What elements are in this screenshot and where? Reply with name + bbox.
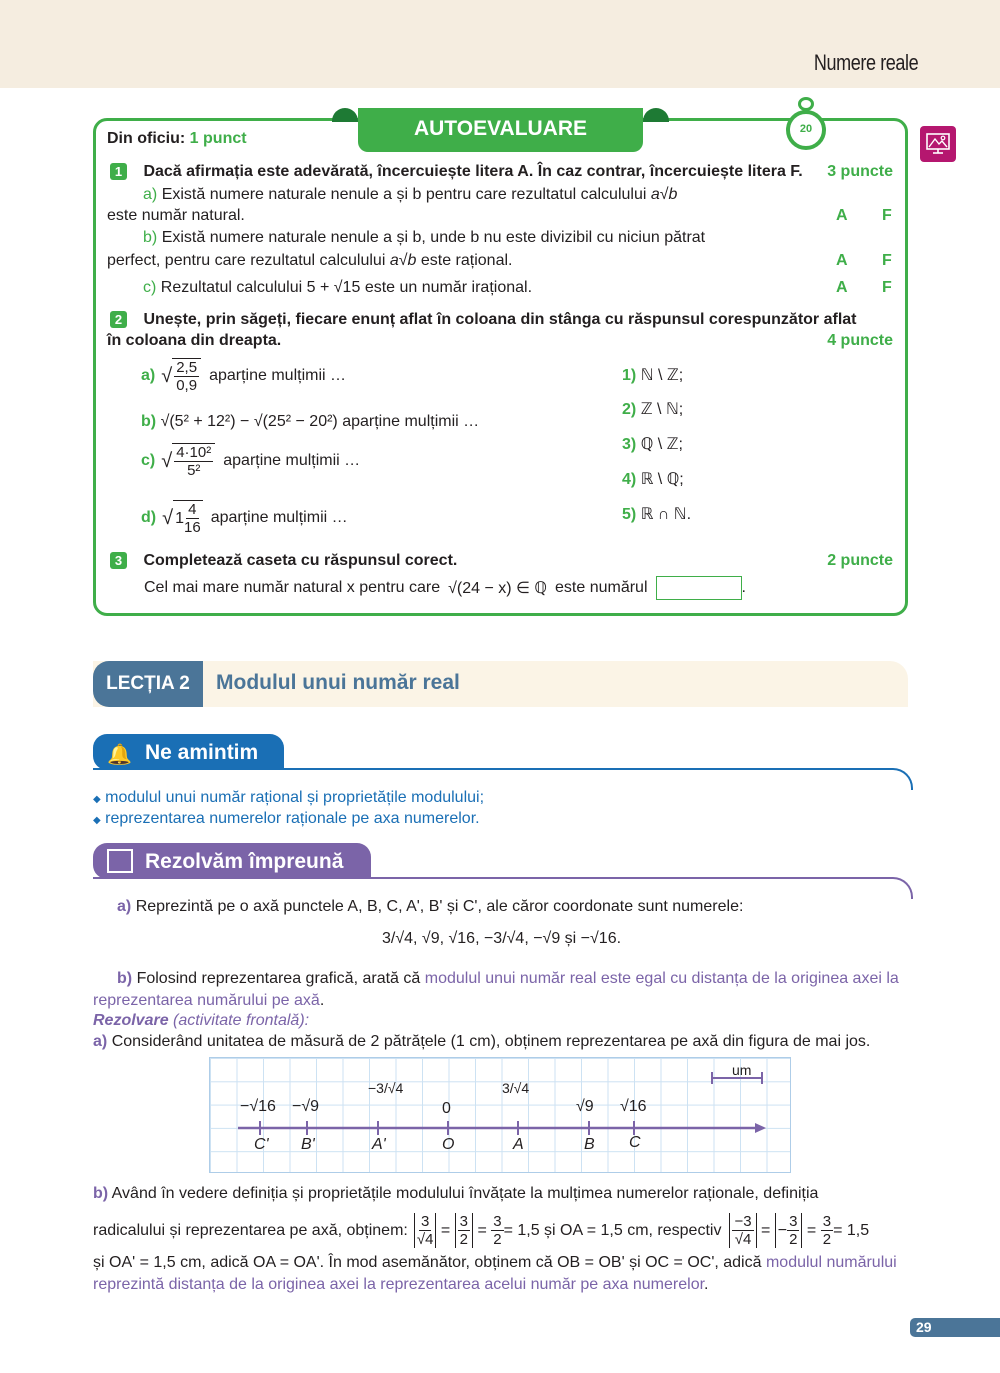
divider-curve (893, 768, 913, 790)
item-text: ℝ \ ℚ; (640, 471, 684, 488)
item-label: 2) (622, 401, 637, 418)
rezolvam-tab (93, 843, 371, 879)
numerator: 4·10² (176, 444, 212, 461)
item-label: d) (141, 509, 157, 526)
denominator: 5² (187, 462, 201, 479)
ex1-number-badge: 1 (110, 163, 127, 180)
lesson-header (93, 661, 908, 707)
din-oficiu (107, 130, 247, 148)
recall-item (93, 810, 480, 828)
ex2-left-d (141, 500, 348, 536)
point-name: C (629, 1134, 641, 1151)
point-name: B' (301, 1136, 315, 1153)
point-name: O (442, 1136, 455, 1153)
numerator: 2,5 (176, 359, 198, 376)
item-text: = 1,5 și OA = 1,5 cm, respectiv (503, 1221, 722, 1239)
highlight-text: modulul numărului (765, 1254, 897, 1271)
ne-amintim-title: Ne amintim (145, 741, 259, 764)
ex3-number-badge: 3 (110, 552, 127, 569)
item-label: c) (143, 279, 157, 296)
ex2-left-b (141, 413, 479, 431)
point-value: 3/√4 (502, 1080, 530, 1096)
item-label: a) (143, 186, 158, 203)
math-expression: 5 + √15 (306, 279, 361, 296)
item-text: Există numere naturale nenule a și b, unde b nu este divizibil cu niciun pătrat (161, 229, 706, 246)
ex2-right-5 (622, 504, 691, 524)
item-label: b) (141, 413, 157, 430)
item-text: Reprezintă pe o axă punctele A, B, C, A', B' și C', ale căror coordonate sunt numerele: (135, 898, 744, 915)
ex1-item-c (143, 279, 532, 297)
rezolvam-title: Rezolvăm împreună (145, 850, 344, 873)
ex2-right-4 (622, 469, 684, 489)
ex2-right-1 (622, 365, 683, 385)
abs-expression: $\frac{3}{√4}$ (414, 1213, 437, 1248)
diamond-bullet-icon: ◆ (93, 815, 101, 826)
task-b: b) Folosind reprezentarea grafică, arată că modulul unui număr real este egal cu distanța de la originea axei la reprezentarea numărului pe axă. (93, 970, 899, 1009)
ex2-instruction-line2: în coloana din dreapta. (107, 332, 282, 349)
item-label: b) (117, 970, 133, 987)
stopwatch-crown-icon (798, 97, 814, 111)
ex3-points: 2 puncte (827, 552, 893, 569)
option-f[interactable]: F (882, 279, 892, 296)
numerator: 4 (188, 501, 197, 518)
ex1-points: 3 puncte (827, 163, 893, 180)
math-expression: a√b (650, 186, 678, 203)
item-text: perfect, pentru care rezultatul calculului (107, 252, 386, 269)
item-label: 3) (622, 436, 637, 453)
ex1-header (110, 163, 803, 181)
ex1-item-a (143, 186, 677, 204)
ex2-instruction: Unește, prin săgeți, fiecare enunț aflat în coloana din stânga cu răspunsul corespunzător aflat (143, 311, 857, 328)
timer-minutes: 20 (799, 123, 813, 135)
sqrt-icon: √ (161, 449, 173, 472)
item-text: aparține mulțimii … (342, 413, 480, 430)
item-label: 4) (622, 471, 637, 488)
ex1-item-b-line2 (107, 252, 512, 270)
math-expression: √(5² + 12²) − √(25² − 20²) (160, 413, 338, 430)
recall-item (93, 789, 484, 807)
item-label: 1) (622, 367, 637, 384)
item-label: a) (93, 1033, 108, 1050)
item-text: este numărul (555, 579, 648, 596)
item-label: b) (93, 1185, 109, 1202)
item-text: Considerând unitatea de măsură de 2 pătrățele (1 cm), obținem reprezentarea pe axă din figura de mai jos. (111, 1033, 871, 1050)
divider (93, 877, 893, 879)
page-number: 29 (910, 1318, 1000, 1337)
item-label: c) (141, 452, 156, 469)
item-text: este un număr irațional. (364, 279, 533, 296)
math-expression: a√b (389, 252, 417, 269)
item-text: aparține mulțimii … (223, 452, 361, 469)
ex1-item-b (143, 229, 705, 247)
math-expression: √(24 − x) ∈ ℚ (448, 580, 548, 597)
ex1-item-a-line2: este număr natural. (107, 207, 245, 224)
item-label: a) (117, 898, 132, 915)
point-value: 0 (442, 1100, 451, 1117)
lesson-tag: LECȚIA 2 (93, 661, 203, 707)
stopwatch-icon (786, 110, 826, 150)
point-name: B (584, 1136, 595, 1153)
autoevaluare-title: AUTOEVALUARE (358, 108, 643, 152)
recall-item-text: reprezentarea numerelor raționale pe axa numerelor. (105, 810, 480, 827)
point-name: A (513, 1136, 524, 1153)
solution-a (93, 1033, 870, 1051)
ex3-instruction: Completează caseta cu răspunsul corect. (143, 552, 458, 569)
item-text: ℕ \ ℤ; (640, 367, 684, 384)
chapter-title: Numere reale (813, 50, 918, 75)
din-oficiu-label: Din oficiu: (107, 130, 186, 147)
divider-curve (893, 877, 913, 899)
item-text: Cel mai mare număr natural x pentru care (144, 579, 441, 596)
ne-amintim-tab (93, 734, 284, 770)
ex3-header (110, 552, 457, 570)
option-a[interactable]: A (836, 252, 848, 269)
lesson-title: Modulul unui număr real (216, 671, 460, 694)
ex2-left-c (141, 443, 360, 479)
item-text: Având în vedere definiția și proprietățile modulului învățate la mulțimea numerelor raționale, definiția (111, 1185, 819, 1202)
ex2-header (110, 311, 857, 329)
denominator: 16 (184, 519, 201, 536)
item-text: . (704, 1276, 709, 1293)
rezolvare-label: Rezolvare (93, 1012, 169, 1029)
rezolvare-note: (activitate frontală): (173, 1012, 310, 1029)
point-name: C' (254, 1136, 269, 1153)
teacher-board-icon (107, 849, 133, 873)
point-value: √9 (576, 1098, 594, 1115)
bell-icon: 🔔 (107, 744, 132, 766)
option-f[interactable]: F (882, 252, 892, 269)
point-value: √16 (620, 1098, 647, 1115)
ex2-points: 4 puncte (827, 332, 893, 349)
item-text: Folosind reprezentarea grafică, arată că (136, 970, 421, 987)
number-line-figure (209, 1057, 791, 1173)
sqrt-icon: √ (162, 506, 174, 529)
solution-b-line4 (93, 1276, 708, 1294)
task-a-numbers: 3/√4, √9, √16, −3/√4, −√9 și −√16. (382, 930, 622, 947)
item-label: 5) (622, 506, 637, 523)
item-label: b) (143, 229, 158, 246)
digital-resource-icon[interactable] (920, 126, 956, 162)
item-text: ℚ \ ℤ; (640, 436, 683, 453)
item-text: aparține mulțimii … (210, 509, 348, 526)
item-text: = 1,5 (833, 1221, 870, 1239)
divider (93, 768, 893, 770)
whole-part: 1 (175, 509, 184, 527)
point-name: A' (372, 1136, 386, 1153)
denominator: 0,9 (176, 377, 198, 394)
item-text: aparține mulțimii … (209, 367, 347, 384)
sqrt-icon: √ (161, 364, 173, 387)
ex2-left-a (141, 358, 346, 394)
task-a (117, 898, 743, 916)
item-label: a) (141, 367, 156, 384)
solution-b-line2: radicalului și reprezentarea pe axă, obținem: $\frac{3}{√4}$ = $\frac{3}{2}$ = $\frac{3}{2}$ = 1,5 și OA = 1,5 cm, respectiv $\frac{-3}{√4}$ = − $\frac{3}{2}$ = $\frac{3}{2}$ = 1,5 (93, 1213, 870, 1248)
ex2-right-3 (622, 434, 683, 454)
solution-b-line1 (93, 1185, 818, 1203)
ex2-right-2 (622, 399, 683, 419)
din-oficiu-value: 1 punct (189, 130, 247, 147)
option-f[interactable]: F (882, 207, 892, 224)
item-text: este rațional. (420, 252, 513, 269)
ex2-number-badge: 2 (110, 311, 127, 328)
point-value: −√9 (292, 1098, 320, 1115)
recall-item-text: modulul unui număr rațional și proprietățile modulului; (105, 789, 485, 806)
item-text: Rezultatul calculului (160, 279, 303, 296)
option-a[interactable]: A (836, 279, 848, 296)
unit-label: um (732, 1062, 752, 1078)
item-text: ℝ ∩ ℕ. (640, 506, 692, 523)
solution-b-line3 (93, 1254, 897, 1272)
item-text: Există numere naturale nenule a și b pentru care rezultatul calculului (161, 186, 647, 203)
diamond-bullet-icon: ◆ (93, 794, 101, 805)
rezolvare-heading (93, 1012, 309, 1030)
item-text: și OA' = 1,5 cm, adică OA = OA'. În mod asemănător, obținem că OB = OB' și OC = OC', adică (93, 1254, 762, 1271)
highlight-text: modulul unui număr real este egal cu distanța de la originea axei la reprezentarea numărului pe axă (93, 970, 899, 1009)
item-text: ℤ \ ℕ; (640, 401, 684, 418)
item-text: radicalului și reprezentarea pe axă, obținem: (93, 1221, 408, 1239)
number-line-axis (210, 1058, 792, 1174)
abs-expression: $\frac{-3}{√4}$ (729, 1213, 756, 1248)
answer-input-box[interactable] (656, 576, 742, 600)
option-a[interactable]: A (836, 207, 848, 224)
point-value: −3/√4 (368, 1080, 404, 1096)
point-value: −√16 (240, 1098, 276, 1115)
highlight-text: reprezintă distanța de la originea axei la reprezentarea acelui număr pe axa numerelor (93, 1276, 705, 1293)
ex1-instruction: Dacă afirmația este adevărată, încercuiește litera A. În caz contrar, încercuiește litera F. (143, 163, 803, 180)
ex3-question: Cel mai mare număr natural x pentru care √(24 − x) ∈ ℚ este numărul . (144, 576, 746, 600)
